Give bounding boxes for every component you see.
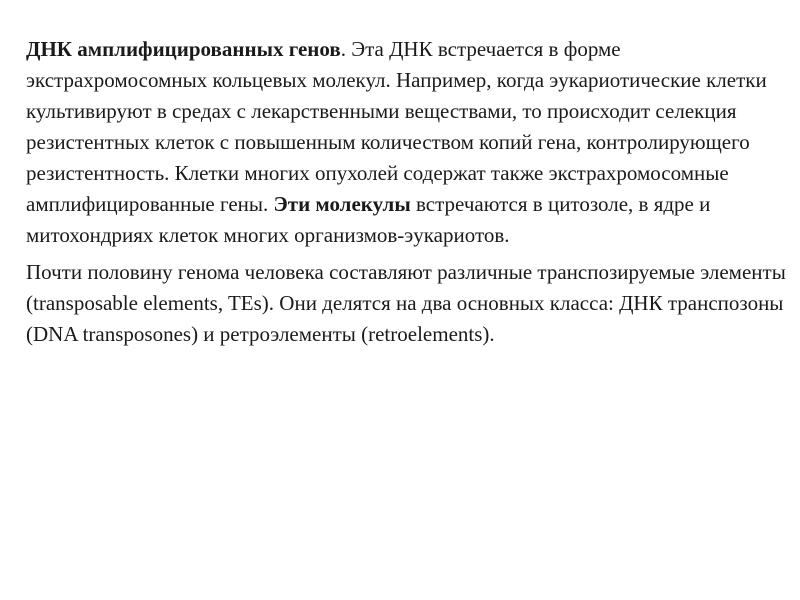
term-amplified-genes: ДНК амплифицированных генов <box>26 37 341 61</box>
term-these-molecules: Эти молекулы <box>273 192 411 216</box>
paragraph-amplified-genes <box>26 34 786 251</box>
paragraph-transposable-elements: Почти половину генома человека составляют различные транспозируемые элементы (transposable elements, TEs). Они делятся на два основных класса: ДНК транспозоны (DNA transposones) и ретроэлементы (retroelements). <box>26 260 786 346</box>
paragraph-text: встречаются в цитозоле, в ядре и митохондриях клеток многих организмов-эукариотов. <box>26 192 711 247</box>
text-block <box>26 34 786 350</box>
paragraph-text: . Эта ДНК встречается в форме экстрахромосомных кольцевых молекул. Например, когда эукариотические клетки культивируют в средах с лекарственными веществами, то происходит селекция резистентных клеток с повышенным количеством копий гена, контролирующего резистентность. Клетки многих опухолей содержат также экстрахромосомные амплифицированные гены. <box>26 37 767 216</box>
